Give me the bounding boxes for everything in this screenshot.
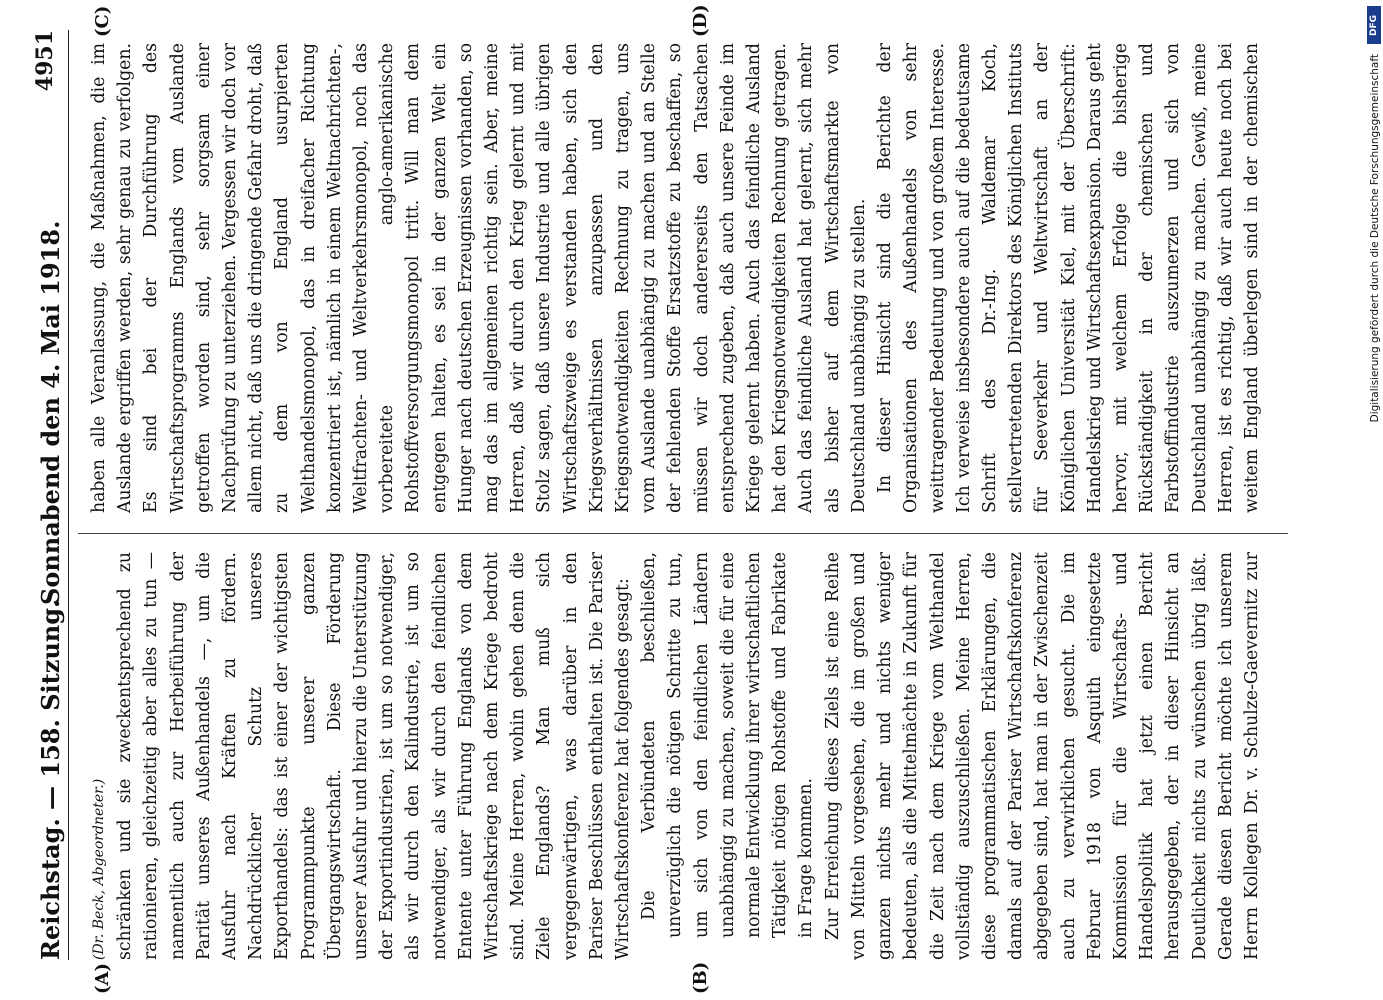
page-number: 4951 <box>32 30 58 92</box>
header-session: Reichstag. — 158. Sitzung. <box>36 599 65 960</box>
paragraph: haben alle Veranlassung, die Maßnahmen, die im Auslande ergriffen werden, sehr genau zu verfolgen. Es sind bei der Durchführung des Wirtschaftsprogramms Englands vom Auslande getroffen worden sind, sehr sorgsam einer Nachprüfung zu unterziehen. Vergessen wir doch vor allem nicht, daß uns die dringende Gefahr droht, daß zu dem von England usurpierten Welthandelsmonopol, das in dreifacher Richtung konzentriert ist, nämlich in einem Weltnachrichten-, Weltfrachten- und Weltverkehrsmonopol, noch das vorbereitete anglo-amerikanische Rohstoffversorgungsmonopol tritt. Will man dem entgegen halten, es sei in der ganzen Welt ein Hunger nach deutschen Erzeugnissen vorhanden, so mag das im allgemeinen richtig sein. Aber, meine Herren, daß wir durch den Krieg gelernt und mit Stolz sagen, daß unsere Industrie und alle übrigen Wirtschaftszweige es verstanden haben, sich den Kriegsverhältnissen anzupassen und den Kriegsnotwendigkeiten Rechnung zu tragen, uns vom Auslande unabhängig zu machen und an Stelle der fehlenden Stoffe Ersatzstoffe zu beschaffen, so müssen wir doch andererseits den Tatsachen entsprechend zugeben, daß auch unsere Feinde im Kriege gelernt haben. Auch das feindliche Ausland hat den Kriegsnotwendigkeiten Rechnung getragen. Auch das feindliche Ausland hat gelernt, sich mehr als bisher auf dem Wirtschaftsmarkte von Deutschland unabhängig zu stellen. <box>89 43 869 513</box>
margin-mark-c: (C) <box>92 5 113 37</box>
digitization-note: Digitalisierung gefördert durch die Deutsche Forschungsgemeinschaft <box>1369 54 1381 423</box>
page-header <box>28 30 69 960</box>
paragraph: Zur Erreichung dieses Ziels ist eine Reihe von Mitteln vorgesehen, die im großen und ganzen nichts mehr und nichts weniger bedeuten, als die Mittelmächte in Zukunft für die Zeit nach dem Kriege vom Welthandel vollständig auszuschließen. Meine Herren, diese programmatischen Erklärungen, die damals auf der Pariser Wirtschaftskonferenz abgegeben sind, hat man in der Zwischenzeit auch zu verwirklichen gesucht. Die im Februar 1918 von Asquith eingesetzte Kommission für die Wirtschafts- und Handelspolitik hat jetzt einen Bericht herausgegeben, der in dieser Hinsicht an Deutlichkeit nichts zu wünschen übrig läßt. Gerade diesen Bericht möchte ich unserem Herrn Kollegen Dr. v. Schulze-Gaevernitz zur <box>822 552 1262 960</box>
left-column <box>86 552 1266 960</box>
column-divider <box>78 533 1288 534</box>
speaker-label: (Dr. Beck, Abgeordneter.) <box>91 778 107 960</box>
paragraph: In dieser Hinsicht sind die Berichte der Organisationen des Außenhandels von sehr weittragender Bedeutung und von großem Interesse. Ich verweise insbesondere auch auf die bedeutsame Schrift des Dr.-Ing. Waldemar Koch, stellvertretenden Direktors des Königlichen Instituts für Seeverkehr und Weltwirtschaft an der Königlichen Universität Kiel, mit der Überschrift: Handelskrieg und Wirtschaftsexpansion. Daraus geht hervor, mit welchem Erfolge die bisherige Rückständigkeit in der chemischen und Farbstoffindustrie auszumerzen und sich von Deutschland unabhängig zu machen. Gewiß, meine Herren, ist es richtig, daß wir auch heute noch bei weitem England überlegen sind in der chemischen <box>875 43 1262 513</box>
right-column <box>86 43 1266 513</box>
paragraph: schränken und sie zweckentsprechend zu rationieren, gleichzeitig aber alles zu tun — namentlich auch zur Herbeiführung der Parität unseres Außenhandels —, um die Ausfuhr nach Kräften zu fördern. Nachdrücklicher Schutz unseres Exporthandels: das ist einer der wichtigsten Programmpunkte unserer ganzen Übergangswirtschaft. Diese Förderung unserer Ausfuhr und hierzu die Unterstützung der Exportindustrien, ist um so notwendiger, als wir durch den Kalindustrie, ist um so notwendiger, als wir durch den feindlichen Entente unter Führung Englands von dem Wirtschaftskriege nach dem Kriege bedroht sind. Meine Herren, wohin gehen denn die Ziele Englands? Man muß sich vergegenwärtigen, was darüber in den Pariser Beschlüssen enthalten ist. Die Pariser Wirtschaftskonferenz hat folgendes gesagt: <box>115 552 634 960</box>
dfg-logo: DFG <box>1367 6 1381 44</box>
margin-mark-a: (A) <box>92 963 113 994</box>
header-date: Sonnabend den 4. Mai 1918. <box>36 220 65 605</box>
margin-mark-d: (D) <box>690 4 711 37</box>
margin-mark-b: (B) <box>690 961 711 994</box>
quoted-resolution: Die Verbündeten beschließen, unverzüglich die nötigen Schritte zu tun, um sich von den feindlichen Ländern unabhängig zu machen, soweit die für eine normale Entwicklung ihrer wirtschaftlichen Tätigkeit nötigen Rohstoffe und Fabrikate in Frage kommen. <box>639 552 817 938</box>
